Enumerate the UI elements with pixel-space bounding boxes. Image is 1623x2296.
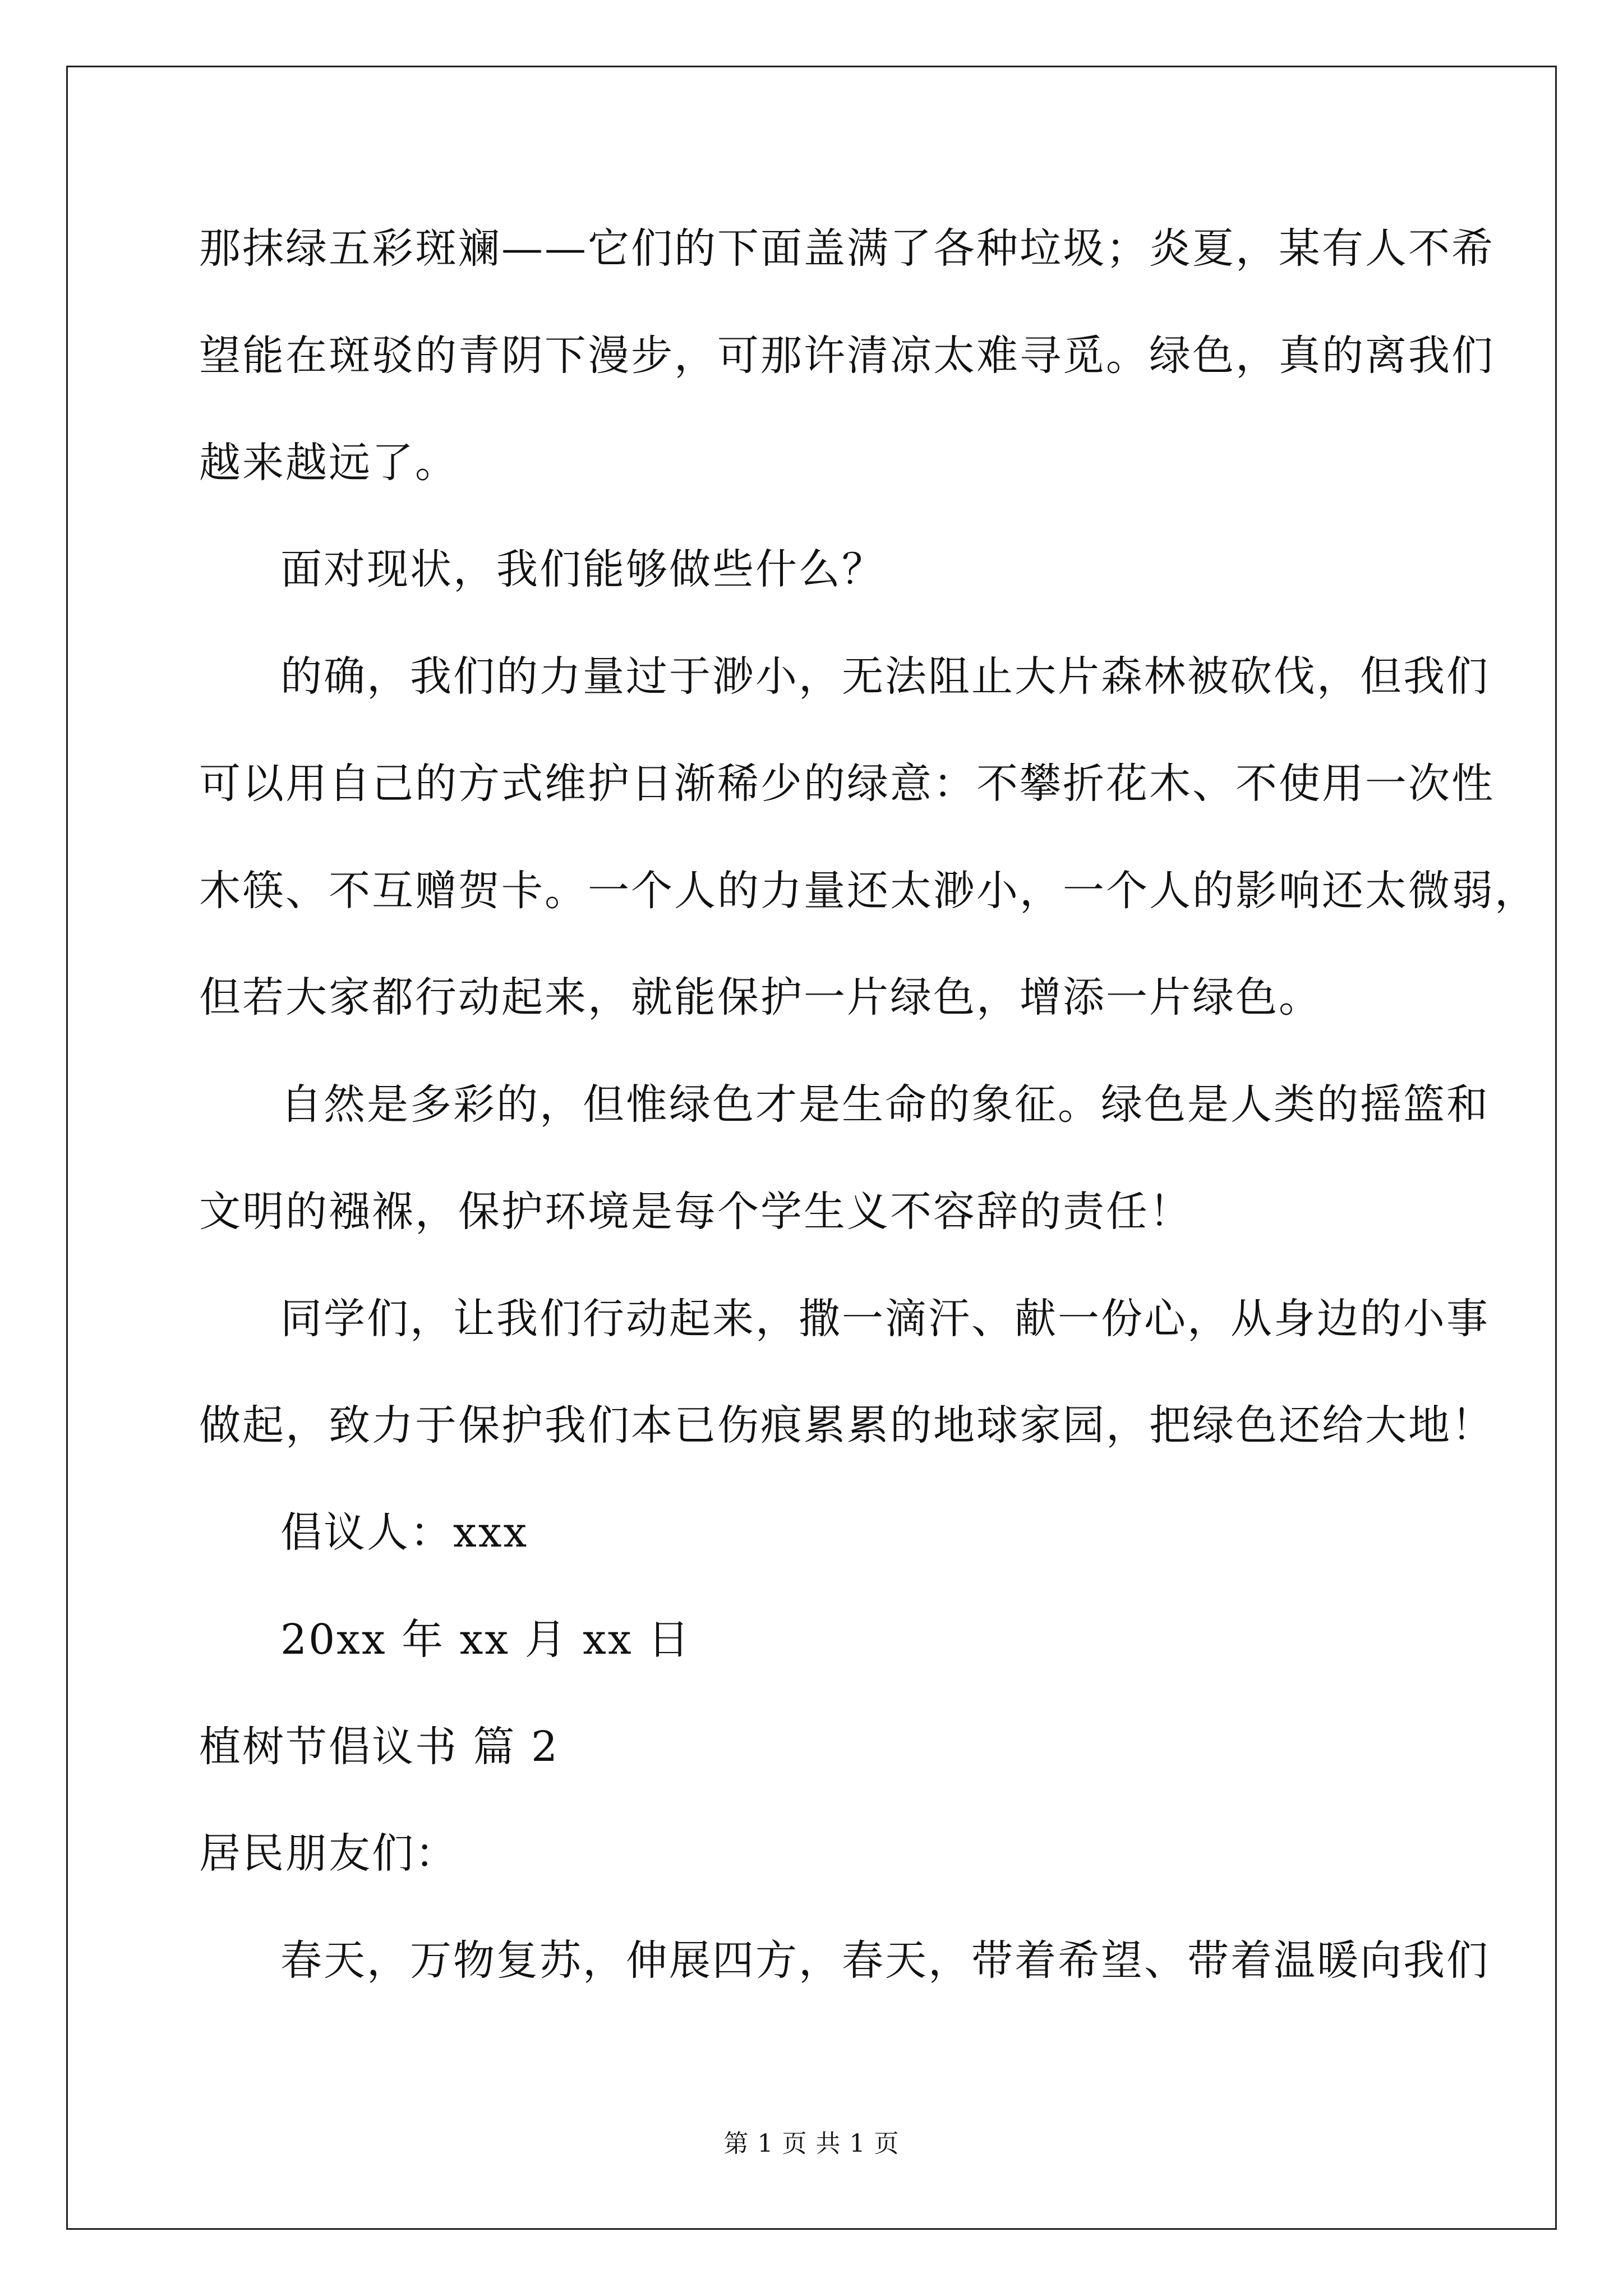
paragraph-1-line-3: 越来越远了。 [199,439,458,487]
date: 20xx 年 xx 月 xx 日 [280,1616,691,1664]
paragraph-3-line-4: 但若大家都行动起来，就能保护一片绿色，增添一片绿色。 [199,973,1322,1022]
section-title: 植树节倡议书 篇 2 [199,1723,560,1771]
page-footer: 第 1 页 共 1 页 [723,2129,900,2158]
page-border [66,66,1557,2230]
paragraph-3-line-3: 木筷、不互赠贺卡。一个人的力量还太渺小，一个人的影响还太微弱， [199,867,1538,915]
paragraph-1-line-1: 那抹绿五彩斑斓——它们的下面盖满了各种垃圾；炎夏，某有人不希 [199,224,1495,273]
paragraph-4-line-1: 自然是多彩的，但惟绿色才是生命的象征。绿色是人类的摇篮和 [280,1080,1490,1129]
salutation: 居民朋友们： [199,1829,458,1878]
paragraph-3-line-1: 的确，我们的力量过于渺小，无法阻止大片森林被砍伐，但我们 [280,652,1490,701]
paragraph-1-line-2: 望能在斑驳的青阴下漫步，可那许清凉太难寻觅。绿色，真的离我们 [199,332,1495,380]
signature: 倡议人：xxx [280,1508,529,1557]
paragraph-5-line-2: 做起，致力于保护我们本已伤痕累累的地球家园，把绿色还给大地！ [199,1401,1495,1450]
paragraph-4-line-2: 文明的襁褓，保护环境是每个学生义不容辞的责任！ [199,1188,1192,1236]
paragraph-6-line-1: 春天，万物复苏，伸展四方，春天，带着希望、带着温暖向我们 [280,1936,1490,1985]
paragraph-3-line-2: 可以用自己的方式维护日渐稀少的绿意：不攀折花木、不使用一次性 [199,760,1495,808]
paragraph-5-line-1: 同学们，让我们行动起来，撒一滴汗、献一份心，从身边的小事 [280,1295,1490,1343]
paragraph-2-line-1: 面对现状，我们能够做些什么？ [280,545,885,593]
